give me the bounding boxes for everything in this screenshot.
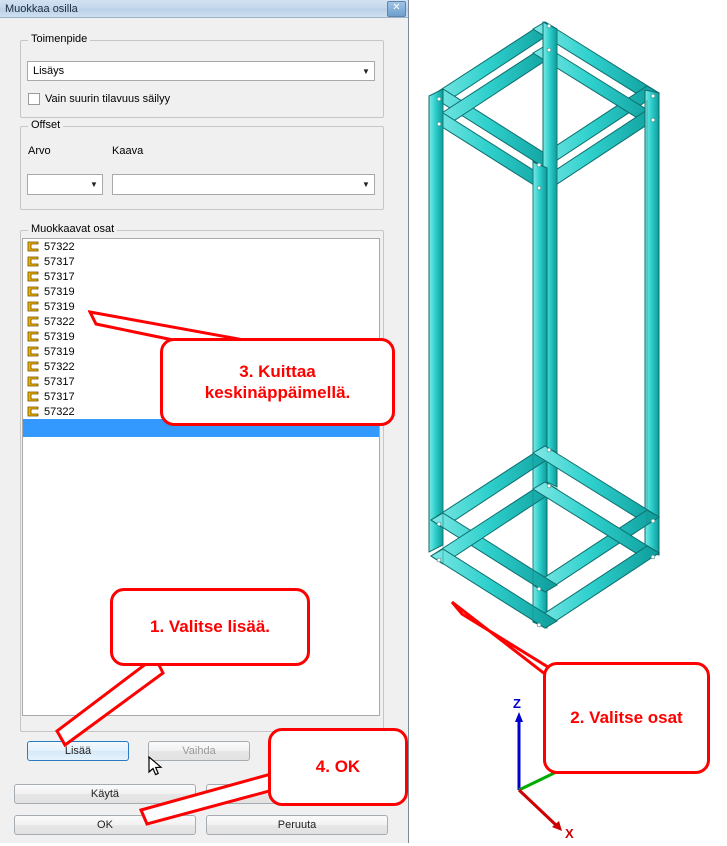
cancel-button[interactable]: Peruuta <box>206 815 388 835</box>
beam-icon <box>27 376 40 387</box>
list-item-label: 57317 <box>44 270 75 283</box>
list-item-label: 57319 <box>44 285 75 298</box>
list-item-label: 57317 <box>44 375 75 388</box>
callout-step-1 <box>110 588 310 666</box>
largest-volume-checkbox[interactable] <box>28 93 40 105</box>
close-icon[interactable]: ✕ <box>387 1 406 17</box>
beam-icon <box>27 301 40 312</box>
beam-icon <box>27 271 40 282</box>
beam-icon <box>27 391 40 402</box>
beam-icon <box>27 316 40 327</box>
list-item[interactable] <box>23 284 379 299</box>
change-button[interactable]: Vaihda <box>148 741 250 761</box>
operation-combo-value: Lisäys <box>33 65 65 77</box>
callout-step-3-line1: 3. Kuittaa <box>239 361 316 381</box>
beam-icon <box>27 286 40 297</box>
axis-z-label: Z <box>513 696 521 711</box>
list-item[interactable] <box>23 254 379 269</box>
list-item[interactable] <box>23 239 379 254</box>
list-item-label: 57322 <box>44 405 75 418</box>
chevron-down-icon: ▼ <box>362 180 370 189</box>
callout-step-3-line2: keskinäppäimellä. <box>204 383 351 402</box>
operation-group-label: Toimenpide <box>28 33 90 45</box>
list-item-label: 57317 <box>44 255 75 268</box>
beam-icon <box>27 241 40 252</box>
largest-volume-checkbox-label: Vain suurin tilavuus säilyy <box>45 93 171 105</box>
list-item-label: 57322 <box>44 360 75 373</box>
offset-value-combo[interactable] <box>27 174 103 195</box>
beam-icon <box>27 361 40 372</box>
list-item-label: 57322 <box>44 240 75 253</box>
callout-step-2 <box>543 662 710 774</box>
callout-step-2-label: 2. Valitse osat <box>570 708 683 728</box>
list-item-label: 57319 <box>44 330 75 343</box>
beam-icon <box>27 256 40 267</box>
callout-4-pointer <box>135 772 275 832</box>
callout-step-4-label: 4. OK <box>315 757 361 777</box>
beam-icon <box>27 346 40 357</box>
chevron-down-icon: ▼ <box>362 66 370 76</box>
callout-step-1-label: 1. Valitse lisää. <box>149 617 271 637</box>
offset-value-label: Arvo <box>28 145 51 157</box>
largest-volume-checkbox-row[interactable] <box>28 93 170 105</box>
ok-button[interactable]: OK <box>14 815 196 835</box>
chevron-down-icon: ▼ <box>90 180 98 189</box>
dialog-title: Muokkaa osilla <box>5 2 78 15</box>
offset-formula-combo[interactable] <box>112 174 375 195</box>
dialog-titlebar[interactable] <box>0 0 408 18</box>
operation-combo[interactable] <box>27 61 375 81</box>
parts-group-label: Muokkaavat osat <box>28 223 117 235</box>
list-item[interactable] <box>23 269 379 284</box>
axis-x-label: X <box>565 826 574 841</box>
list-item-label: 57319 <box>44 345 75 358</box>
beam-icon <box>27 331 40 342</box>
beam-icon <box>27 406 40 417</box>
offset-formula-label: Kaava <box>112 145 144 157</box>
list-item-label: 57317 <box>44 390 75 403</box>
list-item-label: 57322 <box>44 315 75 328</box>
callout-step-3 <box>160 338 395 426</box>
offset-group-label: Offset <box>28 119 63 131</box>
apply-button[interactable]: Käytä <box>14 784 196 804</box>
list-item-label: 57319 <box>44 300 75 313</box>
add-button[interactable]: Lisää <box>27 741 129 761</box>
callout-1-pointer <box>55 655 165 750</box>
offset-group <box>20 119 384 210</box>
callout-step-4 <box>268 728 408 806</box>
